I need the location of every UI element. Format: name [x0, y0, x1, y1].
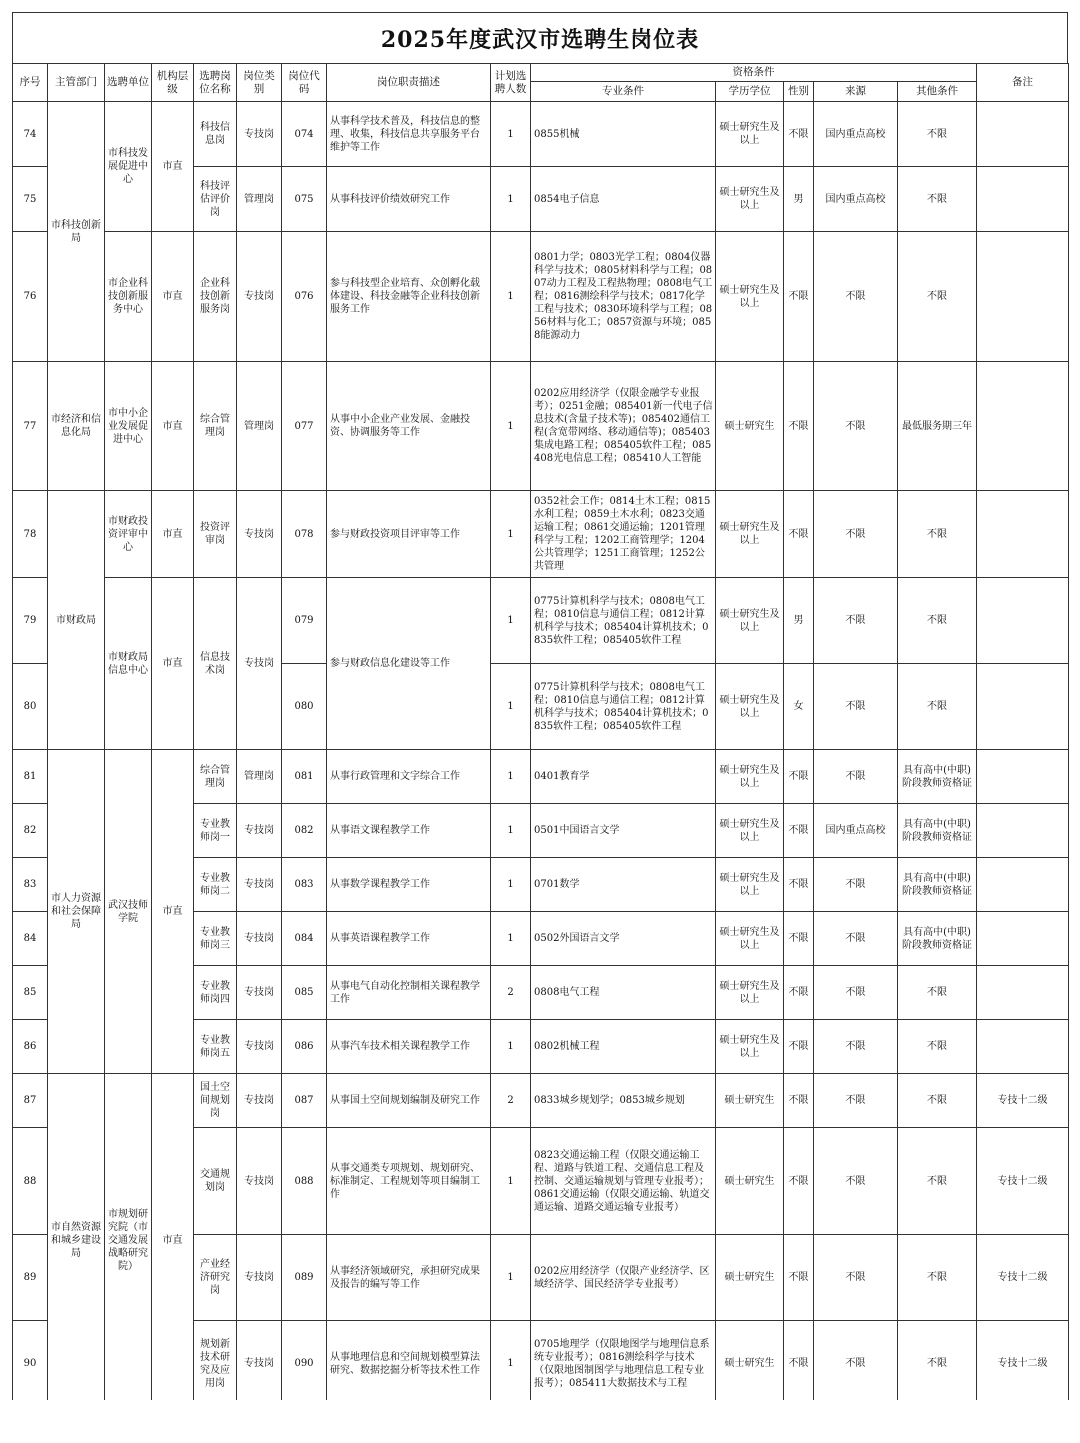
cell-gender: 不限 [784, 232, 814, 362]
cell-source: 国内重点高校 [814, 804, 898, 858]
page-bottom-margin [0, 1400, 1080, 1443]
cell-code: 075 [282, 167, 327, 232]
cell-degree: 硕士研究生及以上 [716, 966, 784, 1020]
cell-remark [977, 578, 1069, 664]
cell-post: 综合管理岗 [194, 750, 237, 804]
cell-code: 081 [282, 750, 327, 804]
cell-other: 不限 [898, 491, 977, 578]
cell-major: 0801力学；0803光学工程；0804仪器科学与技术；0805材料科学与工程；0807动力工程及工程热物理；0808电气工程；0816测绘科学与技术；0817化学工程与技术；0830环境科学与工程；0856材料与化工；0857资源与环境；0858能源动力 [531, 232, 716, 362]
cell-type: 专技岗 [237, 804, 282, 858]
cell-duty: 从事数学课程教学工作 [327, 858, 491, 912]
cell-post: 科技信息岗 [194, 102, 237, 167]
cell-unit: 市科技发展促进中心 [105, 102, 152, 232]
cell-source: 不限 [814, 858, 898, 912]
cell-post: 专业教师岗四 [194, 966, 237, 1020]
cell-remark [977, 491, 1069, 578]
cell-count: 1 [491, 1020, 531, 1074]
cell-dept: 市科技创新局 [48, 102, 105, 362]
cell-source: 不限 [814, 664, 898, 750]
cell-remark [977, 232, 1069, 362]
cell-post: 综合管理岗 [194, 362, 237, 491]
cell-duty: 从事语文课程教学工作 [327, 804, 491, 858]
cell-source: 不限 [814, 232, 898, 362]
job-table [12, 63, 1069, 1407]
cell-source: 国内重点高校 [814, 102, 898, 167]
cell-seq: 82 [13, 804, 48, 858]
cell-code: 079 [282, 578, 327, 664]
cell-level: 市直 [152, 1074, 194, 1407]
cell-count: 1 [491, 858, 531, 912]
cell-code: 080 [282, 664, 327, 750]
cell-duty: 参与财政信息化建设等工作 [327, 578, 491, 750]
cell-remark [977, 804, 1069, 858]
cell-major: 0802机械工程 [531, 1020, 716, 1074]
cell-type: 专技岗 [237, 912, 282, 966]
cell-code: 086 [282, 1020, 327, 1074]
cell-gender: 不限 [784, 1074, 814, 1128]
cell-source: 不限 [814, 362, 898, 491]
cell-code: 077 [282, 362, 327, 491]
table-row [13, 362, 1069, 491]
cell-gender: 不限 [784, 912, 814, 966]
cell-duty: 参与财政投资项目评审等工作 [327, 491, 491, 578]
cell-remark: 专技十二级 [977, 1074, 1069, 1128]
cell-source: 不限 [814, 1128, 898, 1235]
cell-source: 不限 [814, 578, 898, 664]
cell-source: 不限 [814, 491, 898, 578]
cell-degree: 硕士研究生及以上 [716, 167, 784, 232]
cell-source: 不限 [814, 1020, 898, 1074]
cell-gender: 不限 [784, 1020, 814, 1074]
cell-major: 0202应用经济学（仅限金融学专业报考）；0251金融；085401新一代电子信息技术(含量子技术等)；085402通信工程(含宽带网络、移动通信等)；085403集成电路工程；085405软件工程；085408光电信息工程；085410人工智能 [531, 362, 716, 491]
cell-gender: 不限 [784, 858, 814, 912]
cell-remark [977, 167, 1069, 232]
cell-post: 交通规划岗 [194, 1128, 237, 1235]
cell-remark [977, 362, 1069, 491]
cell-duty: 从事交通类专项规划、规划研究、标准制定、工程规划等项目编制工作 [327, 1128, 491, 1235]
cell-count: 1 [491, 1321, 531, 1407]
cell-code: 076 [282, 232, 327, 362]
cell-count: 1 [491, 167, 531, 232]
cell-source: 不限 [814, 966, 898, 1020]
cell-seq: 88 [13, 1128, 48, 1235]
table-row [13, 491, 1069, 578]
cell-count: 1 [491, 804, 531, 858]
cell-source: 不限 [814, 1074, 898, 1128]
table-row [13, 750, 1069, 804]
cell-post: 专业教师岗三 [194, 912, 237, 966]
cell-count: 2 [491, 1074, 531, 1128]
cell-post: 专业教师岗二 [194, 858, 237, 912]
cell-degree: 硕士研究生及以上 [716, 804, 784, 858]
cell-count: 1 [491, 1128, 531, 1235]
cell-other: 不限 [898, 167, 977, 232]
cell-code: 089 [282, 1235, 327, 1321]
cell-other: 不限 [898, 102, 977, 167]
cell-duty: 从事科学技术普及，科技信息的整理、收集，科技信息共享服务平台维护等工作 [327, 102, 491, 167]
cell-seq: 75 [13, 167, 48, 232]
cell-unit: 市企业科技创新服务中心 [105, 232, 152, 362]
cell-duty: 从事行政管理和文字综合工作 [327, 750, 491, 804]
cell-gender: 不限 [784, 966, 814, 1020]
cell-type: 专技岗 [237, 966, 282, 1020]
cell-type: 专技岗 [237, 1020, 282, 1074]
cell-other: 具有高中(中职)阶段教师资格证 [898, 750, 977, 804]
page-title: 2025年度武汉市选聘生岗位表 [12, 12, 1068, 63]
cell-major: 0705地理学（仅限地图学与地理信息系统专业报考）；0816测绘科学与技术（仅限地图制图学与地理信息工程专业报考）；085411大数据技术与工程 [531, 1321, 716, 1407]
header-level: 机构层级 [152, 64, 194, 102]
cell-level: 市直 [152, 362, 194, 491]
cell-unit: 市财政局信息中心 [105, 578, 152, 750]
cell-duty: 参与科技型企业培育、众创孵化载体建设、科技金融等企业科技创新服务工作 [327, 232, 491, 362]
cell-other: 不限 [898, 1128, 977, 1235]
cell-type: 专技岗 [237, 491, 282, 578]
cell-major: 0775计算机科学与技术；0808电气工程；0810信息与通信工程；0812计算机科学与技术；085404计算机技术；0835软件工程；085405软件工程 [531, 578, 716, 664]
header-post-code: 岗位代码 [282, 64, 327, 102]
cell-other: 具有高中(中职)阶段教师资格证 [898, 912, 977, 966]
header-degree: 学历学位 [716, 82, 784, 102]
header-duty: 岗位职责描述 [327, 64, 491, 102]
cell-count: 1 [491, 664, 531, 750]
cell-degree: 硕士研究生 [716, 1074, 784, 1128]
cell-gender: 不限 [784, 750, 814, 804]
cell-gender: 不限 [784, 362, 814, 491]
cell-remark [977, 102, 1069, 167]
cell-major: 0502外国语言文学 [531, 912, 716, 966]
cell-seq: 87 [13, 1074, 48, 1128]
cell-remark [977, 664, 1069, 750]
cell-count: 1 [491, 1235, 531, 1321]
cell-level: 市直 [152, 578, 194, 750]
header-count: 计划选聘人数 [491, 64, 531, 102]
cell-dept: 市财政局 [48, 491, 105, 750]
cell-count: 1 [491, 750, 531, 804]
cell-major: 0855机械 [531, 102, 716, 167]
cell-dept: 市人力资源和社会保障局 [48, 750, 105, 1074]
cell-post: 产业经济研究岗 [194, 1235, 237, 1321]
cell-degree: 硕士研究生及以上 [716, 578, 784, 664]
cell-remark [977, 750, 1069, 804]
cell-seq: 89 [13, 1235, 48, 1321]
cell-duty: 从事汽车技术相关课程教学工作 [327, 1020, 491, 1074]
cell-seq: 85 [13, 966, 48, 1020]
header-seq: 序号 [13, 64, 48, 102]
cell-major: 0352社会工作；0814土木工程；0815水利工程；0859土木水利；0823交通运输工程；0861交通运输；1201管理科学与工程；1202工商管理学；1204公共管理学；1251工商管理；1252公共管理 [531, 491, 716, 578]
cell-unit: 市规划研究院（市交通发展战略研究院） [105, 1074, 152, 1407]
cell-remark: 专技十二级 [977, 1321, 1069, 1407]
cell-degree: 硕士研究生及以上 [716, 750, 784, 804]
cell-seq: 79 [13, 578, 48, 664]
cell-post: 专业教师岗一 [194, 804, 237, 858]
cell-seq: 74 [13, 102, 48, 167]
cell-major: 0701数学 [531, 858, 716, 912]
cell-unit: 市中小企业发展促进中心 [105, 362, 152, 491]
cell-other: 不限 [898, 1321, 977, 1407]
cell-type: 专技岗 [237, 1321, 282, 1407]
cell-major: 0833城乡规划学；0853城乡规划 [531, 1074, 716, 1128]
cell-duty: 从事电气自动化控制相关课程教学工作 [327, 966, 491, 1020]
cell-code: 082 [282, 804, 327, 858]
cell-count: 2 [491, 966, 531, 1020]
cell-post: 信息技术岗 [194, 578, 237, 750]
cell-duty: 从事中小企业产业发展、金融投资、协调服务等工作 [327, 362, 491, 491]
cell-type: 专技岗 [237, 102, 282, 167]
cell-other: 不限 [898, 1074, 977, 1128]
cell-count: 1 [491, 102, 531, 167]
cell-gender: 男 [784, 167, 814, 232]
cell-degree: 硕士研究生 [716, 1321, 784, 1407]
cell-major: 0808电气工程 [531, 966, 716, 1020]
cell-duty: 从事地理信息和空间规划模型算法研究、数据挖掘分析等技术性工作 [327, 1321, 491, 1407]
cell-gender: 不限 [784, 1235, 814, 1321]
cell-post: 企业科技创新服务岗 [194, 232, 237, 362]
cell-degree: 硕士研究生 [716, 1128, 784, 1235]
cell-degree: 硕士研究生及以上 [716, 664, 784, 750]
cell-gender: 不限 [784, 804, 814, 858]
cell-seq: 84 [13, 912, 48, 966]
cell-seq: 83 [13, 858, 48, 912]
cell-seq: 80 [13, 664, 48, 750]
cell-other: 不限 [898, 1020, 977, 1074]
table-row [13, 102, 1069, 167]
cell-remark [977, 966, 1069, 1020]
cell-post: 规划新技术研究及应用岗 [194, 1321, 237, 1407]
cell-other: 具有高中(中职)阶段教师资格证 [898, 858, 977, 912]
cell-code: 084 [282, 912, 327, 966]
cell-seq: 77 [13, 362, 48, 491]
cell-source: 不限 [814, 912, 898, 966]
header-gender: 性别 [784, 82, 814, 102]
cell-major: 0823交通运输工程（仅限交通运输工程、道路与铁道工程、交通信息工程及控制、交通运输规划与管理专业报考）；0861交通运输（仅限交通运输、轨道交通运输、道路交通运输专业报考） [531, 1128, 716, 1235]
cell-seq: 81 [13, 750, 48, 804]
cell-type: 管理岗 [237, 167, 282, 232]
header-other: 其他条件 [898, 82, 977, 102]
cell-type: 管理岗 [237, 362, 282, 491]
cell-source: 不限 [814, 1321, 898, 1407]
header-major: 专业条件 [531, 82, 716, 102]
cell-gender: 不限 [784, 1128, 814, 1235]
cell-dept: 市自然资源和城乡建设局 [48, 1074, 105, 1407]
cell-count: 1 [491, 578, 531, 664]
cell-gender: 不限 [784, 102, 814, 167]
cell-count: 1 [491, 912, 531, 966]
cell-source: 不限 [814, 750, 898, 804]
cell-gender: 不限 [784, 1321, 814, 1407]
cell-remark [977, 1020, 1069, 1074]
cell-code: 090 [282, 1321, 327, 1407]
cell-level: 市直 [152, 491, 194, 578]
cell-code: 087 [282, 1074, 327, 1128]
cell-other: 不限 [898, 664, 977, 750]
cell-major: 0202应用经济学（仅限产业经济学、区域经济学、国民经济学专业报考） [531, 1235, 716, 1321]
cell-remark [977, 912, 1069, 966]
cell-gender: 男 [784, 578, 814, 664]
cell-code: 085 [282, 966, 327, 1020]
cell-code: 078 [282, 491, 327, 578]
cell-duty: 从事英语课程教学工作 [327, 912, 491, 966]
table-row [13, 578, 1069, 664]
header-qualification: 资格条件 [531, 64, 977, 82]
cell-degree: 硕士研究生及以上 [716, 102, 784, 167]
cell-post: 国土空间规划岗 [194, 1074, 237, 1128]
cell-count: 1 [491, 491, 531, 578]
cell-unit: 市财政投资评审中心 [105, 491, 152, 578]
cell-degree: 硕士研究生及以上 [716, 1020, 784, 1074]
cell-count: 1 [491, 362, 531, 491]
cell-other: 不限 [898, 966, 977, 1020]
header-unit: 选聘单位 [105, 64, 152, 102]
cell-other: 最低服务期三年 [898, 362, 977, 491]
header-dept: 主管部门 [48, 64, 105, 102]
cell-type: 专技岗 [237, 232, 282, 362]
cell-degree: 硕士研究生及以上 [716, 858, 784, 912]
cell-major: 0501中国语言文学 [531, 804, 716, 858]
cell-degree: 硕士研究生 [716, 1235, 784, 1321]
cell-post: 投资评审岗 [194, 491, 237, 578]
cell-degree: 硕士研究生及以上 [716, 232, 784, 362]
cell-duty: 从事经济领域研究，承担研究成果及报告的编写等工作 [327, 1235, 491, 1321]
table-row [13, 1074, 1069, 1128]
cell-unit: 武汉技师学院 [105, 750, 152, 1074]
cell-major: 0401教育学 [531, 750, 716, 804]
header-source: 来源 [814, 82, 898, 102]
cell-degree: 硕士研究生及以上 [716, 491, 784, 578]
cell-seq: 78 [13, 491, 48, 578]
cell-count: 1 [491, 232, 531, 362]
cell-degree: 硕士研究生 [716, 362, 784, 491]
cell-code: 088 [282, 1128, 327, 1235]
cell-level: 市直 [152, 232, 194, 362]
job-table-sheet [12, 12, 1068, 1407]
cell-type: 专技岗 [237, 1074, 282, 1128]
cell-type: 管理岗 [237, 750, 282, 804]
cell-degree: 硕士研究生及以上 [716, 912, 784, 966]
cell-code: 083 [282, 858, 327, 912]
cell-remark [977, 858, 1069, 912]
cell-gender: 女 [784, 664, 814, 750]
cell-other: 具有高中(中职)阶段教师资格证 [898, 804, 977, 858]
header-post-type: 岗位类别 [237, 64, 282, 102]
cell-type: 专技岗 [237, 1128, 282, 1235]
cell-type: 专技岗 [237, 858, 282, 912]
cell-type: 专技岗 [237, 578, 282, 750]
header-remark: 备注 [977, 64, 1069, 102]
cell-duty: 从事科技评价绩效研究工作 [327, 167, 491, 232]
header-post-name: 选聘岗位名称 [194, 64, 237, 102]
cell-duty: 从事国土空间规划编制及研究工作 [327, 1074, 491, 1128]
cell-source: 不限 [814, 1235, 898, 1321]
cell-post: 专业教师岗五 [194, 1020, 237, 1074]
cell-remark: 专技十二级 [977, 1128, 1069, 1235]
cell-seq: 86 [13, 1020, 48, 1074]
cell-major: 0775计算机科学与技术；0808电气工程；0810信息与通信工程；0812计算机科学与技术；085404计算机技术；0835软件工程；085405软件工程 [531, 664, 716, 750]
cell-code: 074 [282, 102, 327, 167]
table-row [13, 232, 1069, 362]
cell-seq: 76 [13, 232, 48, 362]
cell-major: 0854电子信息 [531, 167, 716, 232]
cell-type: 专技岗 [237, 1235, 282, 1321]
cell-dept: 市经济和信息化局 [48, 362, 105, 491]
cell-source: 国内重点高校 [814, 167, 898, 232]
cell-gender: 不限 [784, 491, 814, 578]
cell-other: 不限 [898, 578, 977, 664]
cell-remark: 专技十二级 [977, 1235, 1069, 1321]
cell-other: 不限 [898, 1235, 977, 1321]
cell-level: 市直 [152, 102, 194, 232]
cell-seq: 90 [13, 1321, 48, 1407]
cell-other: 不限 [898, 232, 977, 362]
cell-post: 科技评估评价岗 [194, 167, 237, 232]
cell-level: 市直 [152, 750, 194, 1074]
